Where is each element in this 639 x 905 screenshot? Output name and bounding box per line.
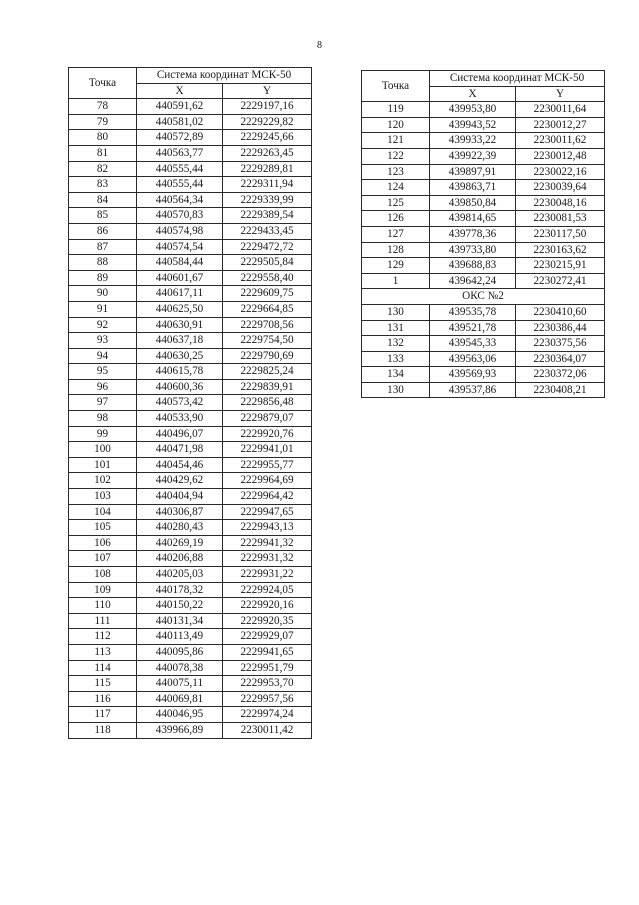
table-row (362, 195, 605, 211)
y-cell: 2229245,66 (223, 130, 312, 146)
table-row (69, 457, 312, 473)
table-row (69, 223, 312, 239)
table-row (362, 133, 605, 149)
x-cell: 440113,49 (137, 629, 223, 645)
table-row (362, 336, 605, 352)
y-cell: 2229339,99 (223, 192, 312, 208)
point-cell: 97 (69, 395, 137, 411)
x-cell: 440150,22 (137, 598, 223, 614)
point-cell: 95 (69, 364, 137, 380)
point-cell: 125 (362, 195, 430, 211)
x-cell: 439953,80 (430, 102, 516, 118)
point-cell: 120 (362, 117, 430, 133)
table-row (69, 676, 312, 692)
point-cell: 116 (69, 691, 137, 707)
x-cell: 439778,36 (430, 226, 516, 242)
point-cell: 109 (69, 582, 137, 598)
page-number: 8 (317, 40, 322, 51)
point-cell: 1 (362, 273, 430, 289)
y-cell: 2230011,64 (516, 102, 605, 118)
y-cell: 2229931,22 (223, 567, 312, 583)
point-cell: 84 (69, 192, 137, 208)
y-cell: 2229941,32 (223, 535, 312, 551)
x-cell: 440574,54 (137, 239, 223, 255)
y-cell: 2229964,42 (223, 489, 312, 505)
point-cell: 99 (69, 426, 137, 442)
point-cell: 91 (69, 301, 137, 317)
point-cell: 115 (69, 676, 137, 692)
point-cell: 93 (69, 333, 137, 349)
table-row (69, 317, 312, 333)
x-cell: 440269,19 (137, 535, 223, 551)
x-cell: 440563,77 (137, 145, 223, 161)
point-cell: 128 (362, 242, 430, 258)
y-cell: 2230375,56 (516, 336, 605, 352)
point-cell: 126 (362, 211, 430, 227)
table-row (69, 613, 312, 629)
point-cell: 117 (69, 707, 137, 723)
x-cell: 439966,89 (137, 722, 223, 738)
y-cell: 2229957,56 (223, 691, 312, 707)
table-row (69, 707, 312, 723)
y-cell: 2229929,07 (223, 629, 312, 645)
x-cell: 440601,67 (137, 270, 223, 286)
y-cell: 2229964,69 (223, 473, 312, 489)
x-cell: 439521,78 (430, 320, 516, 336)
table-row (69, 208, 312, 224)
y-cell: 2229951,79 (223, 660, 312, 676)
x-cell: 440306,87 (137, 504, 223, 520)
x-cell: 440206,88 (137, 551, 223, 567)
y-cell: 2230011,62 (516, 133, 605, 149)
x-cell: 440584,44 (137, 255, 223, 271)
x-cell: 439922,39 (430, 148, 516, 164)
table-row (362, 117, 605, 133)
table-row (69, 551, 312, 567)
table-row (69, 442, 312, 458)
table-row (362, 102, 605, 118)
table-row (69, 255, 312, 271)
table-row (362, 258, 605, 274)
y-cell: 2229941,01 (223, 442, 312, 458)
x-cell: 439943,52 (430, 117, 516, 133)
y-cell: 2230012,27 (516, 117, 605, 133)
table-row (362, 211, 605, 227)
point-cell: 85 (69, 208, 137, 224)
table-row (362, 320, 605, 336)
y-cell: 2229955,77 (223, 457, 312, 473)
table-row (362, 242, 605, 258)
point-cell: 130 (362, 382, 430, 398)
point-cell: 86 (69, 223, 137, 239)
table-row (69, 520, 312, 536)
x-cell: 439535,78 (430, 304, 516, 320)
table-row (69, 567, 312, 583)
y-cell: 2229947,65 (223, 504, 312, 520)
y-cell: 2229433,45 (223, 223, 312, 239)
x-cell: 440178,32 (137, 582, 223, 598)
y-cell: 2229289,81 (223, 161, 312, 177)
table-row (69, 333, 312, 349)
x-cell: 440095,86 (137, 644, 223, 660)
point-cell: 107 (69, 551, 137, 567)
point-cell: 89 (69, 270, 137, 286)
table-row (69, 489, 312, 505)
y-cell: 2230372,06 (516, 367, 605, 383)
x-cell: 439642,24 (430, 273, 516, 289)
x-cell: 440205,03 (137, 567, 223, 583)
x-cell: 440630,25 (137, 348, 223, 364)
x-cell: 440617,11 (137, 286, 223, 302)
point-cell: 108 (69, 567, 137, 583)
y-cell: 2230386,44 (516, 320, 605, 336)
table-row (69, 379, 312, 395)
coordinate-system-header: Система координат МСК-50 (137, 68, 312, 84)
y-cell: 2230022,16 (516, 164, 605, 180)
y-cell: 2230163,62 (516, 242, 605, 258)
x-cell: 440533,90 (137, 411, 223, 427)
point-cell: 102 (69, 473, 137, 489)
point-cell: 104 (69, 504, 137, 520)
table-row (69, 239, 312, 255)
point-cell: 111 (69, 613, 137, 629)
table-row (69, 177, 312, 193)
y-cell: 2229943,13 (223, 520, 312, 536)
x-cell: 439863,71 (430, 180, 516, 196)
y-cell: 2230081,53 (516, 211, 605, 227)
x-cell: 440069,81 (137, 691, 223, 707)
x-cell: 440496,07 (137, 426, 223, 442)
point-cell: 113 (69, 644, 137, 660)
y-cell: 2229558,40 (223, 270, 312, 286)
table-row (362, 148, 605, 164)
x-cell: 440404,94 (137, 489, 223, 505)
y-cell: 2229389,54 (223, 208, 312, 224)
table-row (362, 367, 605, 383)
y-cell: 2229472,72 (223, 239, 312, 255)
table-row (69, 99, 312, 115)
oks-table-body (362, 304, 605, 398)
point-cell: 92 (69, 317, 137, 333)
point-column-header: Точка (362, 71, 430, 102)
table-row (69, 301, 312, 317)
x-cell: 439537,86 (430, 382, 516, 398)
point-cell: 101 (69, 457, 137, 473)
point-cell: 122 (362, 148, 430, 164)
table-row (69, 145, 312, 161)
y-cell: 2229790,69 (223, 348, 312, 364)
point-cell: 100 (69, 442, 137, 458)
y-cell: 2229311,94 (223, 177, 312, 193)
y-cell: 2229197,16 (223, 99, 312, 115)
point-cell: 127 (362, 226, 430, 242)
table-row (69, 644, 312, 660)
x-cell: 440454,46 (137, 457, 223, 473)
table-row (362, 382, 605, 398)
y-cell: 2229708,56 (223, 317, 312, 333)
x-cell: 440075,11 (137, 676, 223, 692)
x-cell: 439569,93 (430, 367, 516, 383)
table-row (69, 270, 312, 286)
x-cell: 440581,02 (137, 114, 223, 130)
y-cell: 2229920,35 (223, 613, 312, 629)
point-cell: 90 (69, 286, 137, 302)
table-row (69, 660, 312, 676)
y-cell: 2229754,50 (223, 333, 312, 349)
x-cell: 439733,80 (430, 242, 516, 258)
point-cell: 106 (69, 535, 137, 551)
point-cell: 133 (362, 351, 430, 367)
y-cell: 2230215,91 (516, 258, 605, 274)
table-row (69, 598, 312, 614)
table-row (362, 304, 605, 320)
x-cell: 440600,36 (137, 379, 223, 395)
left-table-body (69, 99, 312, 738)
y-cell: 2229953,70 (223, 676, 312, 692)
point-cell: 130 (362, 304, 430, 320)
table-row (69, 535, 312, 551)
y-cell: 2229920,76 (223, 426, 312, 442)
x-cell: 440637,18 (137, 333, 223, 349)
table-row (69, 286, 312, 302)
x-cell: 439933,22 (430, 133, 516, 149)
point-cell: 129 (362, 258, 430, 274)
point-cell: 118 (69, 722, 137, 738)
point-cell: 114 (69, 660, 137, 676)
point-cell: 121 (362, 133, 430, 149)
x-cell: 440471,98 (137, 442, 223, 458)
y-cell: 2230012,48 (516, 148, 605, 164)
table-row (362, 226, 605, 242)
point-cell: 87 (69, 239, 137, 255)
y-cell: 2229920,16 (223, 598, 312, 614)
y-cell: 2229924,05 (223, 582, 312, 598)
table-row (69, 130, 312, 146)
point-cell: 124 (362, 180, 430, 196)
x-cell: 439814,65 (430, 211, 516, 227)
y-cell: 2229974,24 (223, 707, 312, 723)
y-cell: 2230364,07 (516, 351, 605, 367)
y-cell: 2229879,07 (223, 411, 312, 427)
x-cell: 440572,89 (137, 130, 223, 146)
y-cell: 2230272,41 (516, 273, 605, 289)
x-cell: 440574,98 (137, 223, 223, 239)
point-cell: 131 (362, 320, 430, 336)
y-cell: 2229229,82 (223, 114, 312, 130)
point-cell: 132 (362, 336, 430, 352)
point-cell: 83 (69, 177, 137, 193)
y-cell: 2230408,21 (516, 382, 605, 398)
point-cell: 80 (69, 130, 137, 146)
table-row (69, 504, 312, 520)
x-cell: 440131,34 (137, 613, 223, 629)
table-row (69, 582, 312, 598)
y-cell: 2230011,42 (223, 722, 312, 738)
table-row (69, 722, 312, 738)
y-cell: 2230039,64 (516, 180, 605, 196)
x-cell: 440630,91 (137, 317, 223, 333)
y-cell: 2229839,91 (223, 379, 312, 395)
table-row (69, 364, 312, 380)
point-cell: 112 (69, 629, 137, 645)
y-cell: 2230410,60 (516, 304, 605, 320)
oks-title: ОКС №2 (362, 289, 605, 305)
point-cell: 79 (69, 114, 137, 130)
x-cell: 440429,62 (137, 473, 223, 489)
oks-title-row (362, 289, 605, 305)
point-cell: 88 (69, 255, 137, 271)
oks-section-header (362, 289, 605, 305)
point-column-header: Точка (69, 68, 137, 99)
point-cell: 78 (69, 99, 137, 115)
table-row (69, 426, 312, 442)
x-cell: 440573,42 (137, 395, 223, 411)
y-cell: 2229263,45 (223, 145, 312, 161)
table-row (69, 395, 312, 411)
y-cell: 2229505,84 (223, 255, 312, 271)
x-cell: 440615,78 (137, 364, 223, 380)
x-cell: 440625,50 (137, 301, 223, 317)
point-cell: 123 (362, 164, 430, 180)
table-row (69, 192, 312, 208)
right-table-body (362, 102, 605, 289)
x-cell: 440564,34 (137, 192, 223, 208)
table-row (362, 164, 605, 180)
x-column-header: X (137, 83, 223, 99)
x-cell: 440570,83 (137, 208, 223, 224)
x-column-header: X (430, 86, 516, 102)
point-cell: 82 (69, 161, 137, 177)
x-cell: 439563,06 (430, 351, 516, 367)
y-cell: 2229825,24 (223, 364, 312, 380)
point-cell: 105 (69, 520, 137, 536)
x-cell: 440046,95 (137, 707, 223, 723)
table-row (362, 180, 605, 196)
x-cell: 440555,44 (137, 177, 223, 193)
y-cell: 2229609,75 (223, 286, 312, 302)
table-row (69, 161, 312, 177)
coordinate-system-header: Система координат МСК-50 (430, 71, 605, 87)
y-column-header: Y (223, 83, 312, 99)
x-cell: 440555,44 (137, 161, 223, 177)
table-row (69, 473, 312, 489)
point-cell: 98 (69, 411, 137, 427)
y-column-header: Y (516, 86, 605, 102)
point-cell: 96 (69, 379, 137, 395)
table-row (69, 691, 312, 707)
x-cell: 440078,38 (137, 660, 223, 676)
y-cell: 2230117,50 (516, 226, 605, 242)
point-cell: 119 (362, 102, 430, 118)
coordinates-table-right (361, 70, 605, 398)
table-row (69, 411, 312, 427)
point-cell: 110 (69, 598, 137, 614)
table-row (362, 351, 605, 367)
point-cell: 134 (362, 367, 430, 383)
y-cell: 2229941,65 (223, 644, 312, 660)
x-cell: 439688,83 (430, 258, 516, 274)
table-row (69, 629, 312, 645)
x-cell: 439850,84 (430, 195, 516, 211)
x-cell: 440280,43 (137, 520, 223, 536)
y-cell: 2229664,85 (223, 301, 312, 317)
point-cell: 94 (69, 348, 137, 364)
y-cell: 2229931,32 (223, 551, 312, 567)
y-cell: 2229856,48 (223, 395, 312, 411)
point-cell: 81 (69, 145, 137, 161)
table-row (69, 114, 312, 130)
x-cell: 439545,33 (430, 336, 516, 352)
coordinates-table-left (68, 67, 312, 739)
x-cell: 440591,62 (137, 99, 223, 115)
table-row (69, 348, 312, 364)
x-cell: 439897,91 (430, 164, 516, 180)
y-cell: 2230048,16 (516, 195, 605, 211)
point-cell: 103 (69, 489, 137, 505)
table-row (362, 273, 605, 289)
